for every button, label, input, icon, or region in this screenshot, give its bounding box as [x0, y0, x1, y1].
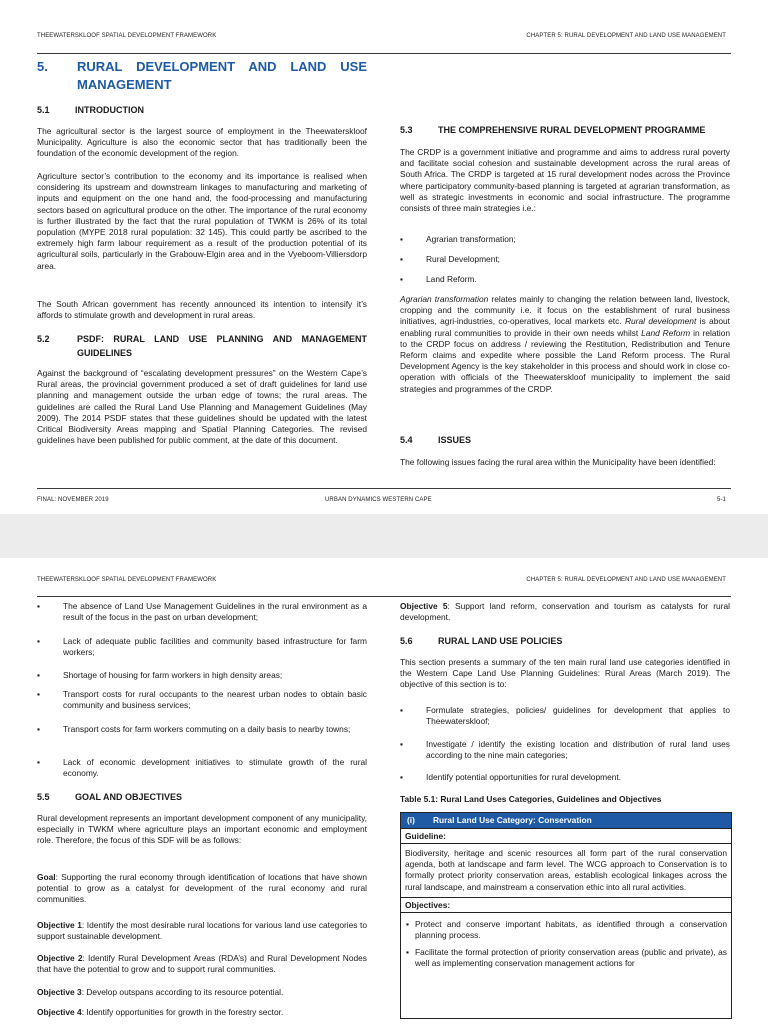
objective-5: [400, 601, 730, 623]
list-item: [400, 772, 730, 784]
intro-paragraph-1: The agricultural sector is the largest source of employment in the Theewaterskloof Municipality. Agriculture is also the economic sector that has traditionally been the foundation of the economic development of the region.: [37, 126, 367, 159]
section-number: 5.6: [400, 636, 413, 646]
section-5-5-heading: [37, 792, 182, 802]
section-number: 5.5: [37, 792, 50, 802]
section-5-4-heading: [400, 435, 471, 445]
objective-text: : Support land reform, conservation and tourism as catalysts for rural development.: [400, 601, 730, 623]
section-5-1-heading: [37, 105, 144, 115]
list-item: [401, 947, 731, 969]
objective-label: Objective 3: [37, 987, 82, 997]
emphasis: Land Reform: [641, 327, 691, 338]
page1-footer-rule: [37, 488, 731, 489]
bullet-marker: ▪: [400, 772, 403, 782]
list-item: [37, 670, 367, 682]
section-number: 5.2: [37, 334, 50, 344]
text-run: is about enabling rural communities to provide in their own needs whilst: [400, 316, 731, 338]
objective-label: Objective 2: [37, 953, 83, 963]
page2-header-rule: [37, 596, 731, 597]
table-category-row: [401, 813, 731, 829]
page1-footer-center: URBAN DYNAMICS WESTERN CAPE: [325, 497, 432, 503]
section-title: RURAL LAND USE POLICIES: [438, 636, 563, 646]
objective-text: : Identify Rural Development Areas (RDA’s) and Rural Development Nodes that have the potential to grow and to support rural communities.: [37, 953, 367, 975]
list-item-text: Facilitate the formal protection of priority conservation areas (public and private), as well as implementing conservation management actions for: [415, 947, 727, 969]
intro-paragraph-2: Agriculture sector’s contribution to the economy and its importance is realised when considering its upstream and downstream linkages to manufacturing and marketing of inputs and equipment on the one hand and, the food-processing and manufacturing sectors based on agricultural produce on the other. The importance of the rural economy is further illustrated by the fact that the rural population of TWKM is 26% of its total population (MYPE 2018 rural population: 32 145). This could partly be ascribed to the extremely high farm labour requirement as a result of the production potential of its agricultural soils, particularly in the Grabouw-Elgin area and in the Vyeboom-Villiersdorp area.: [37, 171, 367, 271]
psdf-paragraph: Against the background of “escalating development pressures” on the Western Cape’s Rural areas, the provincial government produced a set of draft guidelines for land use planning and management outside the urban edge of towns; the rural areas. The guidelines are called the Rural Land Use Planning and Management Guidelines (May 2009). The 2014 PSDF states that these guidelines should be updated with the latest Critical Biodiversity Areas mapping and Spatial Planning Categories. The revised guidelines have been published for public comment, at the date of this document.: [37, 368, 367, 446]
chapter-title: [37, 58, 367, 94]
section-title: ISSUES: [438, 435, 472, 445]
bullet-marker: ▪: [400, 739, 403, 749]
list-item-text: Identify potential opportunities for rural development.: [426, 772, 622, 782]
list-item-text: Agrarian transformation;: [426, 234, 516, 244]
emphasis: Rural development: [624, 316, 697, 327]
text-run: in relation to the CRDP focus on address / reviewing the Restitution, Redistribution and Tenure Reform claims and expedite where possible the Land Reform process. The Rural Development Agency is the key stakeholder in this process and should work in close co-operation with officials of the Theewaterskloof municipality to implement the said strategies and programmes of the CRDP.: [400, 327, 731, 394]
section-title: GOAL AND OBJECTIVES: [75, 792, 183, 802]
list-item: [37, 636, 367, 660]
section-number: 5.3: [400, 125, 413, 135]
category-title: Rural Land Use Category: Conservation: [433, 815, 592, 825]
list-item: [400, 234, 730, 246]
objective-label: Objective 4: [37, 1007, 82, 1017]
list-item-text: Rural Development;: [426, 254, 501, 264]
objective-4: [37, 1007, 367, 1018]
bullet-marker: ▪: [406, 918, 409, 929]
objective-text: : Identify opportunities for growth in the forestry sector.: [81, 1007, 284, 1017]
page1-header-rule: [37, 53, 731, 54]
bullet-marker: ▪: [37, 636, 40, 646]
list-item: [400, 274, 730, 286]
list-item-text: Lack of adequate public facilities and community based infrastructure for farm workers;: [63, 636, 367, 658]
list-item: [400, 254, 730, 266]
list-item-text: Shortage of housing for farm workers in high density areas;: [63, 670, 283, 680]
list-item: [37, 689, 367, 713]
goal-text: : Supporting the rural economy through identification of locations that have shown potential to grow as a catalyst for development of the rural economy and rural communities.: [37, 872, 367, 905]
bullet-marker: ▪: [400, 274, 403, 284]
list-item: [400, 705, 730, 729]
list-item-text: The absence of Land Use Management Guidelines in the rural environment as a result of the focus in the past on urban development;: [63, 601, 367, 623]
issues-intro: The following issues facing the rural area within the Municipality have been identified:: [400, 457, 716, 467]
objective-label: Objective 5: [400, 601, 448, 611]
bullet-marker: ▪: [37, 724, 40, 734]
crdp-paragraph-2: [400, 294, 730, 395]
section-number: 5.1: [37, 105, 50, 115]
bullet-marker: ▪: [400, 254, 403, 264]
objectives-label: Objectives:: [401, 898, 731, 913]
bullet-marker: ▪: [37, 601, 40, 611]
page2-header-left: THEEWATERSKLOOF SPATIAL DEVELOPMENT FRAMEWORK: [37, 577, 217, 583]
list-item-text: Transport costs for rural occupants to the nearest urban nodes to obtain basic community and business services;: [63, 689, 367, 711]
page-gap: [0, 514, 768, 558]
list-item: [37, 601, 367, 625]
page1-header-right: CHAPTER 5: RURAL DEVELOPMENT AND LAND USE MANAGEMENT: [526, 33, 726, 39]
list-item-text: Investigate / identify the existing location and distribution of rural land uses according to the nine main categories;: [426, 739, 730, 761]
intro-paragraph-3: The South African government has recently announced its intention to intensify it’s affords to stimulate growth and development in rural areas.: [37, 299, 367, 321]
list-item-text: Lack of economic development initiatives to stimulate growth of the rural economy.: [63, 757, 367, 779]
policies-intro-paragraph: This section presents a summary of the ten main rural land use categories identified in the Western Cape Land Use Planning Guidelines: Rural Areas (March 2019). The objective of this section is to:: [400, 657, 730, 690]
objective-text: : Identify the most desirable rural locations for various land use categories to support sustainable development.: [37, 920, 367, 942]
goal-paragraph: [37, 872, 367, 906]
list-item: [37, 757, 367, 781]
list-item: [37, 724, 367, 748]
section-5-3-heading: [400, 125, 705, 135]
list-item-text: Formulate strategies, policies/ guidelines for development that applies to Theewaterskloof;: [426, 705, 730, 727]
category-number: (i): [407, 815, 415, 825]
objective-1: [37, 920, 367, 942]
list-item: [400, 739, 730, 763]
section-5-6-heading: [400, 636, 562, 646]
emphasis: Agrarian transformation: [400, 294, 489, 304]
list-item: [401, 919, 731, 941]
section-title: THE COMPREHENSIVE RURAL DEVELOPMENT PROGRAMME: [438, 125, 706, 135]
goals-intro-paragraph: Rural development represents an important development component of any municipality, especially in TWKM where agriculture plays an important economic and employment role. Therefore, the focus of this SDF will be as follows:: [37, 813, 367, 846]
chapter-title-line1: RURAL DEVELOPMENT AND LAND USE: [77, 59, 367, 74]
list-item-text: Transport costs for farm workers commuting on a daily basis to nearby towns;: [63, 724, 351, 734]
land-use-table: [400, 812, 732, 1019]
page2-header-right: CHAPTER 5: RURAL DEVELOPMENT AND LAND USE MANAGEMENT: [526, 577, 726, 583]
section-title: INTRODUCTION: [75, 105, 144, 115]
goal-label: Goal: [37, 872, 56, 882]
page1-header-left: THEEWATERSKLOOF SPATIAL DEVELOPMENT FRAMEWORK: [37, 33, 217, 39]
bullet-marker: ▪: [400, 705, 403, 715]
objective-label: Objective 1: [37, 920, 82, 930]
section-title-line2: GUIDELINES: [77, 348, 133, 358]
objective-text: : Develop outspans according to its resource potential.: [81, 987, 284, 997]
objective-3: [37, 987, 367, 998]
list-item-text: Protect and conserve important habitats, as identified through a conservation planning process.: [415, 918, 727, 941]
page-number: 5-1: [717, 497, 726, 503]
bullet-marker: ▪: [406, 947, 409, 958]
crdp-paragraph-1: The CRDP is a government initiative and programme and aims to address rural poverty and facilitate social cohesion and sustainable development across the rural areas of South Africa. The CRDP is targeted at 15 rural development nodes across the Province where participatory community-based planning is targeted at agrarian transformation, as well as strategic investments in economic and social infrastructure. The programme consists of three main strategies i.e.:: [400, 147, 730, 214]
chapter-number: 5.: [37, 59, 48, 74]
section-number: 5.4: [400, 435, 413, 445]
bullet-marker: ▪: [400, 234, 403, 244]
bullet-marker: ▪: [37, 757, 40, 767]
bullet-marker: ▪: [37, 670, 40, 680]
section-5-2-heading: [37, 334, 367, 358]
objective-2: [37, 953, 367, 975]
page1-footer-left: FINAL: NOVEMBER 2019: [37, 497, 109, 503]
section-title-line1: PSDF: RURAL LAND USE PLANNING AND MANAGEMENT: [77, 334, 367, 344]
guideline-text: Biodiversity, heritage and scenic resources all form part of the rural conservation agenda, both at landscape and farm level. The WCG approach to Conservation is to formally protect priority conservation areas, establish ecological linkages across the rural landscape, and mainstream a conservation ethic into all rural activities.: [405, 848, 727, 892]
list-item-text: Land Reform.: [426, 274, 477, 284]
guideline-label: Guideline:: [401, 829, 731, 844]
text-run: relates mainly to changing the relation between land, livestock, cropping and the community i.e. it focus on the establishment of rural business initiatives, agri-industries, co-operatives, local markets etc.: [400, 294, 730, 327]
bullet-marker: ▪: [37, 689, 40, 699]
chapter-title-line2: MANAGEMENT: [77, 77, 172, 92]
table-caption: Table 5.1: Rural Land Uses Categories, Guidelines and Objectives: [400, 794, 662, 804]
